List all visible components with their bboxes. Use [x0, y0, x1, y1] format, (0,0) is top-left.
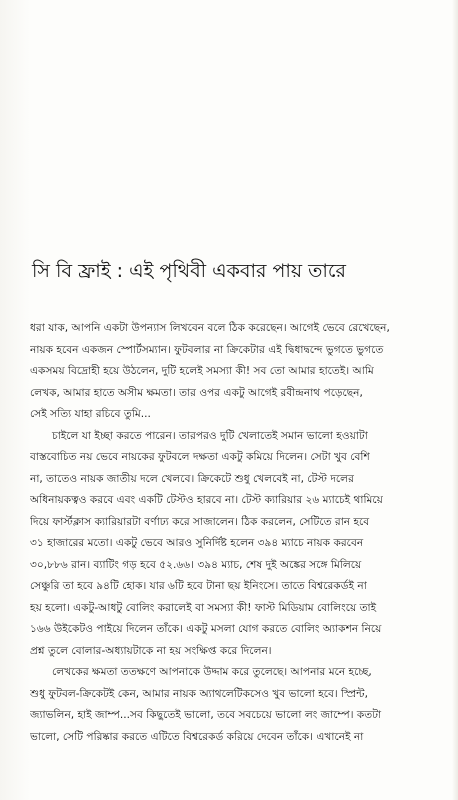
- text-line: ৩০,৮৮৬ রান। ব্যাটিং গড় হবে ৫২.৬৬। ৩৯৪ ম্যাচ, শেষ দুই অঙ্কের সঙ্গে মিলিয়ে: [30, 558, 362, 571]
- text-line: লেখকের ক্ষমতা ততক্ষণে আপনাকে উদ্দাম করে তুলেছে। আপনার মনে হচ্ছে,: [52, 666, 372, 678]
- text-line: ভালো, সেটি পরিষ্কার করতে এটিতে বিশ্বরেকর্ড করিয়ে দেবেন তাঁকে। এখানেই না: [30, 730, 364, 743]
- text-line: না, তাতেও নায়ক জাতীয় দলে খেলবে। ক্রিকেটে শুধু খেলবেই না, টেস্ট দলের: [30, 472, 354, 485]
- text-line: সেঞ্চুরি তা হবে ৯৪টি হোক। যার ৬টি হবে টানা ছয় ইনিংসে। তাতে বিশ্বরেকর্ডই না: [30, 580, 367, 592]
- text-line: একসময় বিদ্রোহী হয়ে উঠলেন, দুটি হলেই সমস্যা কী! সব তো আমার হাতেই। আমি: [30, 365, 374, 377]
- chapter-title: সি বি ফ্রাই : এই পৃথিবী একবার পায় তারে: [32, 260, 346, 282]
- text-line: হয় হলো। একটু-আধটু বোলিং করালেই বা সমস্যা কী! ফাস্ট মিডিয়াম বোলিংয়ে তাই: [30, 601, 377, 614]
- text-line: দিয়ে ফার্স্টক্লাস ক্যারিয়ারটা বর্ণাঢ্য করে সাজালেন। ঠিক করলেন, সেটিতে রান হবে: [30, 515, 370, 528]
- text-line: নায়ক হবেন একজন স্পোর্টসম্যান। ফুটবলার না ক্রিকেটার এই দ্বিধাদ্বন্দে ভুগতে ভুগতে: [30, 343, 384, 356]
- text-line: জ্যাভলিন, হাই জাম্প...সব কিছুতেই ভালো, তবে সবচেয়ে ভালো লং জাম্পে। কতটা: [30, 709, 382, 721]
- text-line: ১৬৬ উইকেটও পাইয়ে দিলেন তাঁকে। একটু মসলা যোগ করতে বোলিং অ্যাকশন নিয়ে: [30, 623, 382, 635]
- paragraph-2: [30, 426, 428, 663]
- text-line: শুধু ফুটবল-ক্রিকেটই কেন, আমার নায়ক অ্যাথলেটিকসেও খুব ভালো হবে। স্প্রিন্ট,: [30, 687, 368, 700]
- page-edge-shadow: [452, 0, 458, 800]
- paragraph-3: [30, 662, 428, 748]
- paragraph-1: [30, 318, 428, 426]
- text-line: ৩১ হাজারের মতো। একটু ভেবে আরও সুনির্দিষ্ট হলেন ৩৯৪ ম্যাচে নায়ক করবেন: [30, 537, 364, 549]
- text-line: সেই সত্যি যাহা রচিবে তুমি...: [30, 408, 151, 420]
- text-line: প্রশ্ন তুলে বোলার-অধ্যায়টাকে না হয় সংক্ষিপ্ত করে দিলেন।: [30, 644, 272, 657]
- text-line: ধরা যাক, আপনি একটা উপন্যাস লিখবেন বলে ঠিক করেছেন। আগেই ভেবে রেখেছেন,: [30, 322, 390, 334]
- body-text: [30, 318, 428, 748]
- text-line: অধিনায়কত্বও করবে এবং একটি টেস্টও হারবে না। টেস্ট ক্যারিয়ার ২৬ ম্যাচেই থামিয়ে: [30, 494, 383, 506]
- text-line: বাস্তবোচিত নয় ভেবে নায়কের ফুটবলে দক্ষতা একটু কমিয়ে দিলেন। সেটা খুব বেশি: [30, 451, 370, 463]
- text-line: চাইলে যা ইচ্ছা করতে পারেন। তারপরও দুটি খেলাতেই সমান ভালো হওয়াটা: [52, 429, 368, 442]
- text-line: লেখক, আমার হাতে অসীম ক্ষমতা। তার ওপর একটু আগেই রবীন্দ্রনাথ পড়েছেন,: [30, 386, 363, 399]
